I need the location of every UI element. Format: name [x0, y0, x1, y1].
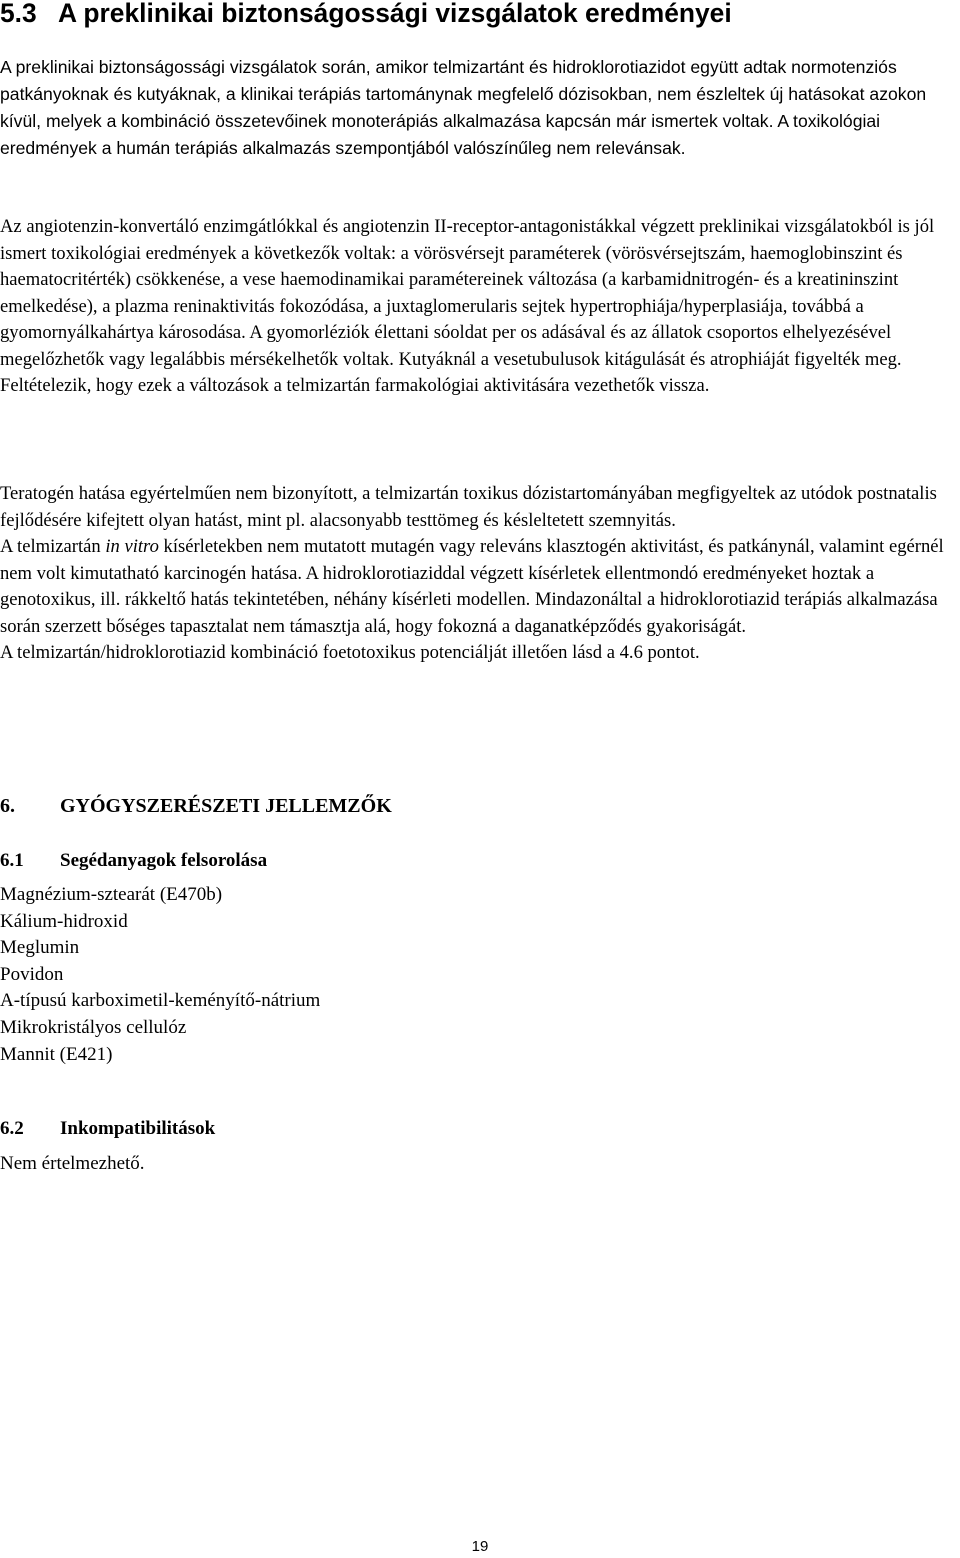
section-number: 6.2 — [0, 1118, 24, 1139]
angiotensin-block — [0, 214, 960, 400]
angiotensin-paragraph: Az angiotenzin-konvertáló enzimgátlókkal és angiotenzin II-receptor-antagonistákkal végzett preklinikai vizsgálatokból is jól ismert toxikológiai eredmények a következők voltak: a vörösvérsejt paraméterek (vörösvérsejtszám, haemoglobinszint és haematocritérték) csökkenése, a vese haemodinamikai paramétereinek változása (a karbamidnitrogén- és a kreatininszint emelkedése), a plazma reninaktivitás fokozódása, a juxtaglomerularis sejtek hypertrophiája/hyperplasiája, továbbá a gyomornyálkahártya károsodása. A gyomorléziók élettani sóoldat per os adásával és az állatok csoportos elhelyezésével megelőzhetők vagy legalábbis mérsékelhetők voltak. Kutyáknál a vesetubulusok kitágulását és atrophiáját figyelték meg. Feltételezik, hogy ezek a változások a telmizartán farmakológiai aktivitására vezethetők vissza. — [0, 216, 935, 396]
list-item: Kálium-hidroxid — [0, 910, 128, 932]
section-5-3-heading — [0, 0, 960, 27]
section-number: 5.3 — [0, 0, 37, 28]
list-item: Meglumin — [0, 937, 80, 959]
list-item: A-típusú karboximetil-keményítő-nátrium — [0, 990, 321, 1012]
incompatibilities-text: Nem értelmezhető. — [0, 1153, 145, 1174]
in-vitro-text-before: A telmizartán — [0, 536, 106, 557]
page-number: 19 — [471, 1538, 489, 1555]
section-6-1-heading — [0, 847, 267, 875]
section-title: Inkompatibilitások — [60, 1118, 216, 1139]
combination-paragraph: A telmizartán/hidroklorotiazid kombináció foetotoxikus potenciálját illetően lásd a 4.6 pontot. — [0, 642, 700, 663]
preclinical-paragraph: A preklinikai biztonságossági vizsgálatok során, amikor telmizartánt és hidroklorotiazidot együtt adtak normotenziós patkányoknak és kutyáknak, a klinikai terápiás tartománynak megfelelő dózisokban, nem észleltek új hatásokat azokon kívül, melyek a kombináció összetevőinek monoterápiás alkalmazása kapcsán már ismertek voltak. A toxikológiai eredmények a humán terápiás alkalmazás szempontjából valószínűleg nem relevánsak. — [0, 57, 927, 158]
list-item: Mannit (E421) — [0, 1043, 113, 1065]
in-vitro-text-after: kísérletekben nem mutatott mutagén vagy releváns klasztogén aktivitást, és patkánynál, valamint egérnél nem volt kimutatható karcinogén hatása. A hidroklorotiaziddal végzett kísérletek ellentmondó eredményeket hoztak a genotoxikus, ill. rákkeltő hatás tekintetében, néhány kísérleti modellen. Mindazonáltal a hidroklorotiazid terápiás alkalmazása során szerzett bőséges tapasztalat nem támasztja alá, hogy fokozná a daganatképződés gyakoriságát. — [0, 536, 944, 637]
list-item: Magnézium-sztearát (E470b) — [0, 884, 223, 905]
in-vitro-paragraph — [0, 534, 960, 640]
section-6-heading — [0, 792, 392, 820]
section-6-2-heading — [0, 1115, 215, 1143]
list-item: Povidon — [0, 963, 64, 985]
excipient-list — [0, 882, 320, 1068]
list-item: Mikrokristályos cellulóz — [0, 1016, 187, 1038]
section-number: 6. — [0, 794, 15, 817]
section-5-3 — [0, 0, 960, 158]
section-title: A preklinikai biztonságossági vizsgálatok eredményei — [58, 0, 732, 28]
section-number: 6.1 — [0, 850, 24, 871]
teratogen-paragraph: Teratogén hatása egyértelműen nem bizonyított, a telmizartán toxikus dózistartományában megfigyeltek az utódok postnatalis fejlődésére kifejtett olyan hatást, mint pl. alacsonyabb testtömeg és késleltetett szemnyitás. — [0, 483, 937, 531]
teratogen-block — [0, 481, 960, 667]
section-title: Segédanyagok felsorolása — [60, 850, 268, 871]
section-title: GYÓGYSZERÉSZETI JELLEMZŐK — [60, 794, 392, 817]
in-vitro-italic: in vitro — [105, 536, 159, 557]
